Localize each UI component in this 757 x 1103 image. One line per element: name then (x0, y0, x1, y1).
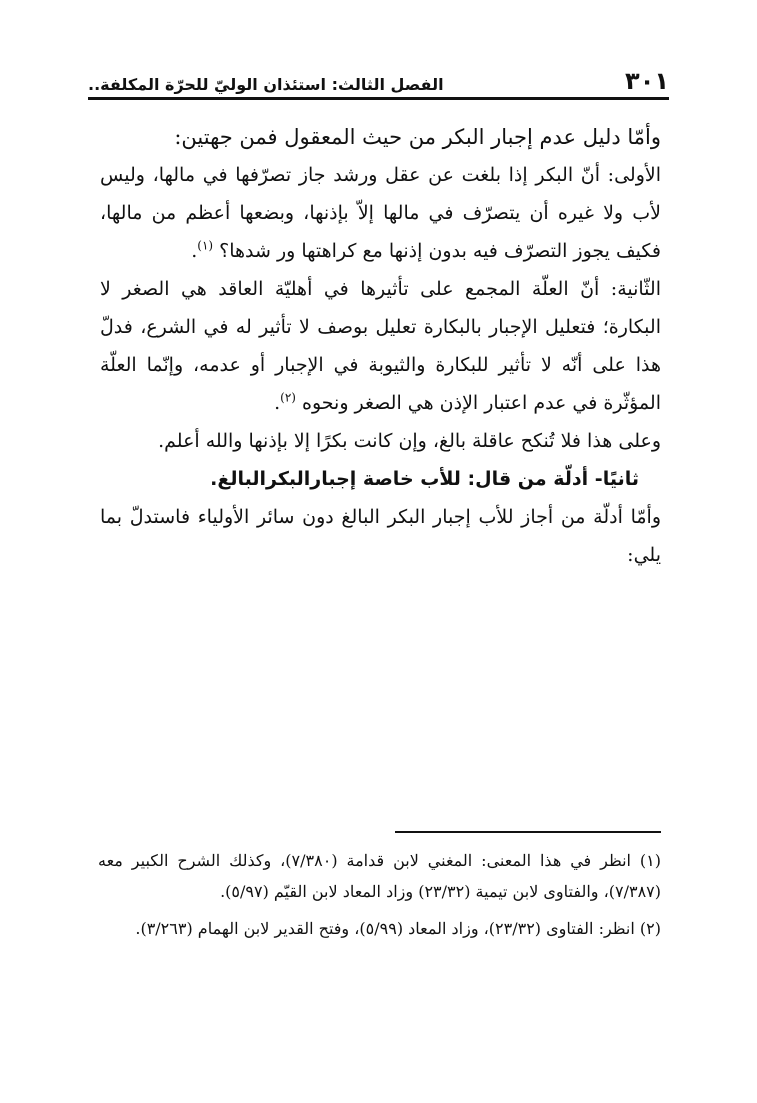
chapter-title: الفصل الثالث: استئذان الوليّ للحرّة المكلفة.. (88, 75, 444, 94)
second-argument-paragraph (100, 270, 661, 422)
page-number: ٣٠١ (625, 67, 669, 95)
second-argument-text: الثّانية: أنّ العلّة المجمع على تأثيرها في أهليّة العاقد هي الصغر لا البكارة؛ فتعليل الإجبار بالبكارة تعليل بوصف لا تأثير له في الشرع، فدلّ هذا على أنّه لا تأثير للبكارة والثيوبة في الإجبار أو عدمه، وإنّما العلّة المؤثّرة في عدم اعتبار الإذن هي الصغر ونحوه (100, 278, 661, 414)
first-argument-end: . (191, 240, 198, 262)
footnote-1: (١) انظر في هذا المعنى: المغني لابن قدامة (٧/٣٨٠)، وكذلك الشرح الكبير معه (٧/٣٨٧)، والفتاوى لابن تيمية (٢٣/٣٢) وزاد المعاد لابن القيّم (٥/٩٧). (98, 851, 662, 901)
conclusion-paragraph: وعلى هذا فلا تُنكح عاقلة بالغ، وإن كانت بكرًا إلا بإذنها والله أعلم. (158, 430, 661, 452)
footnote-divider (395, 831, 661, 833)
footnotes (98, 845, 661, 950)
main-text (100, 118, 661, 574)
footnote-ref-1: (١) (197, 238, 214, 253)
first-argument-text: الأولى: أنّ البكر إذا بلغت عن عقل ورشد جاز تصرّفها في مالها، وليس لأب ولا غيره أن يتصرّف في مالها إلاّ بإذنها، وبضعها أعظم من مالها، فكيف يجوز التصرّف فيه بدون إذنها مع كراهتها ور شدها؟ (100, 164, 661, 262)
intro-paragraph: وأمّا دليل عدم إجبار البكر من حيث المعقول فمن جهتين: (174, 125, 661, 149)
footnote-2: (٢) انظر: الفتاوى (٢٣/٣٢)، وزاد المعاد (٥/٩٩)، وفتح القدير لابن الهمام (٣/٢٦٣). (135, 919, 661, 938)
first-argument-paragraph (100, 156, 661, 270)
second-argument-end: . (274, 392, 281, 414)
footnote-ref-2: (٢) (280, 390, 296, 405)
last-paragraph: وأمّا أدلّة من أجاز للأب إجبار البكر البالغ دون سائر الأولياء فاستدلّ بما يلي: (100, 506, 661, 566)
section-heading: ثانيًا- أدلّة من قال: للأب خاصة إجبارالبكرالبالغ. (210, 468, 639, 490)
running-header (88, 64, 669, 100)
